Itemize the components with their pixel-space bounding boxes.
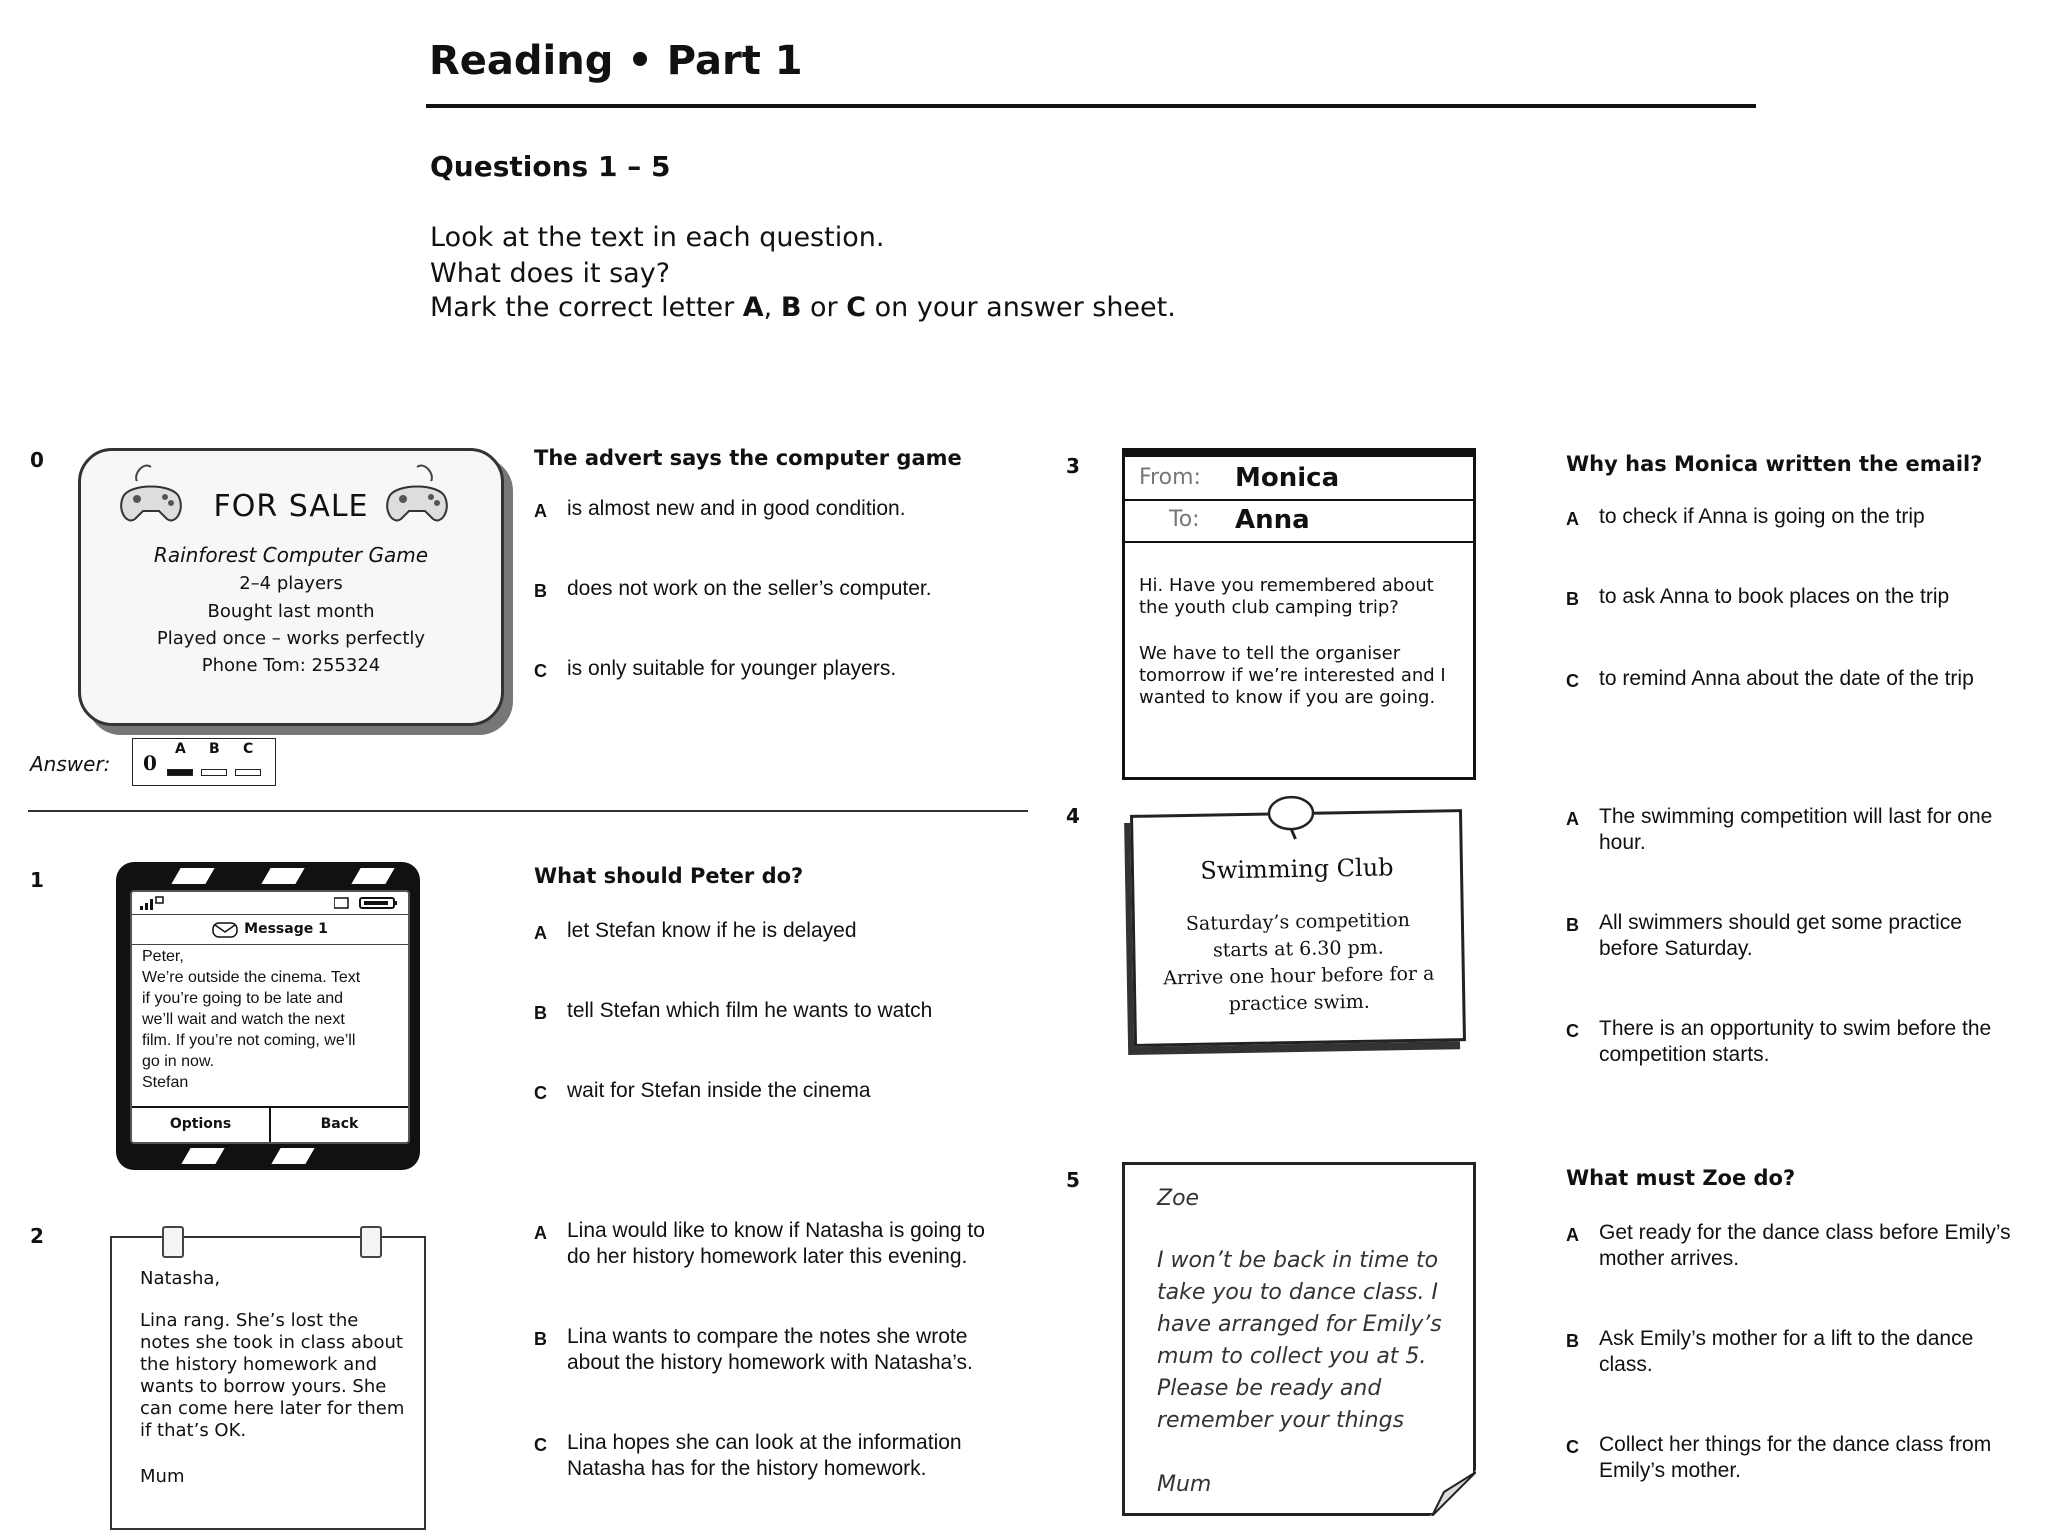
paper-clip-icon <box>360 1226 382 1258</box>
note-line: can come here later for them <box>140 1398 405 1419</box>
option-1-c[interactable]: C wait for Stefan inside the cinema <box>534 1079 871 1103</box>
note-signoff: Mum <box>140 1466 185 1487</box>
message-title: Message 1 <box>132 914 408 945</box>
note-line: the history homework and <box>140 1354 378 1375</box>
option-2-a[interactable]: A Lina would like to know if Natasha is going to do her history homework later this evening. <box>534 1219 985 1268</box>
email-message <box>1122 448 1476 780</box>
option-3-c[interactable]: C to remind Anna about the date of the trip <box>1566 667 1974 691</box>
note-to-zoe <box>1122 1162 1476 1516</box>
option-0-a[interactable]: A is almost new and in good condition. <box>534 497 906 521</box>
answer-box <box>132 738 276 786</box>
notice-body: Saturday’s competition starts at 6.30 pm. Arrive one hour before for a practice swim. <box>1163 909 1435 1016</box>
instruction-line-1: Look at the text in each question. <box>430 222 885 253</box>
note-line: have arranged for Emily’s <box>1157 1312 1442 1337</box>
note-line: notes she took in class about <box>140 1332 403 1353</box>
envelope-icon <box>212 920 238 938</box>
question-range: Questions 1 – 5 <box>430 150 671 183</box>
note-line: remember your things <box>1157 1408 1405 1433</box>
option-4-c[interactable]: C There is an opportunity to swim before the competition starts. <box>1566 1017 1992 1066</box>
status-bar <box>132 892 408 915</box>
question-stem-5: What must Zoe do? <box>1566 1166 1796 1190</box>
question-number-5: 5 <box>1066 1168 1080 1192</box>
answer-mark-c[interactable] <box>235 769 261 776</box>
message-body: Peter, We’re outside the cinema. Text if you’re going to be late and we’ll wait and watch the next film. If you’re not coming, we’ll go in now. Stefan <box>142 948 361 1091</box>
advert-title: FOR SALE <box>213 489 369 524</box>
notice-title: Swimming Club <box>1200 853 1394 885</box>
question-stem-0: The advert says the computer game <box>534 446 962 470</box>
instruction-line-3: Mark the correct letter A, B or C on your answer sheet. <box>430 292 1176 323</box>
swimming-club-notice <box>1130 809 1466 1047</box>
note-line: mum to collect you at 5. <box>1157 1344 1427 1369</box>
title-rule <box>426 104 1756 108</box>
email-to-row: To: Anna <box>1125 499 1473 543</box>
answer-letter-a: A <box>175 741 186 757</box>
option-2-c[interactable]: C Lina hopes she can look at the information Natasha has for the history homework. <box>534 1431 962 1480</box>
question-number-3: 3 <box>1066 454 1080 478</box>
option-2-b[interactable]: B Lina wants to compare the notes she wrote about the history homework with Natasha’s. <box>534 1325 973 1374</box>
option-3-a[interactable]: A to check if Anna is going on the trip <box>1566 505 1925 529</box>
instruction-line-2: What does it say? <box>430 258 671 289</box>
option-5-a[interactable]: A Get ready for the dance class before Emily’s mother arrives. <box>1566 1221 2011 1270</box>
option-4-b[interactable]: B All swimmers should get some practice before Saturday. <box>1566 911 1962 960</box>
answer-letter-b: B <box>209 741 220 757</box>
battery-icon <box>334 896 400 910</box>
signal-icon <box>140 896 166 910</box>
options-button[interactable]: Options <box>169 1116 232 1132</box>
option-3-b[interactable]: B to ask Anna to book places on the trip <box>1566 585 1950 609</box>
question-number-2: 2 <box>30 1224 44 1248</box>
advert-line: 2–4 players <box>239 573 343 594</box>
option-5-b[interactable]: B Ask Emily’s mother for a lift to the dance class. <box>1566 1327 1974 1376</box>
example-divider <box>28 810 1028 812</box>
paper-clip-icon <box>162 1226 184 1258</box>
option-5-c[interactable]: C Collect her things for the dance class from Emily’s mother. <box>1566 1433 1992 1482</box>
note-line: if that’s OK. <box>140 1420 247 1441</box>
note-line: wants to borrow yours. She <box>140 1376 387 1397</box>
answer-label: Answer: <box>30 752 111 776</box>
note-line: Lina rang. She’s lost the <box>140 1310 359 1331</box>
phone-message <box>116 862 420 1170</box>
option-0-c[interactable]: C is only suitable for younger players. <box>534 657 897 681</box>
for-sale-advert <box>78 448 504 726</box>
pin-icon <box>1261 793 1322 842</box>
advert-line: Phone Tom: 255324 <box>201 655 381 676</box>
question-stem-1: What should Peter do? <box>534 864 804 888</box>
answer-number: 0 <box>143 751 157 775</box>
email-from-row: From: Monica <box>1125 451 1473 501</box>
email-body: Hi. Have you remembered about the youth club camping trip? We have to tell the organiser tomorrow if we’re interested and I wanted to know if you are going. <box>1139 575 1446 708</box>
question-number-4: 4 <box>1066 804 1080 828</box>
advert-line: Bought last month <box>207 601 375 622</box>
note-signoff: Mum <box>1157 1472 1212 1497</box>
note-from-mum <box>110 1236 426 1530</box>
option-0-b[interactable]: B does not work on the seller’s computer. <box>534 577 932 601</box>
note-line: I won’t be back in time to <box>1157 1248 1439 1273</box>
answer-letter-c: C <box>243 741 254 757</box>
page-title: Reading • Part 1 <box>429 38 803 84</box>
question-number-1: 1 <box>30 868 44 892</box>
note-line: take you to dance class. I <box>1157 1280 1438 1305</box>
back-button[interactable]: Back <box>269 1108 408 1142</box>
question-stem-3: Why has Monica written the email? <box>1566 452 1983 476</box>
advert-line: Rainforest Computer Game <box>153 543 429 567</box>
note-greeting: Zoe <box>1157 1186 1200 1211</box>
note-line: Please be ready and <box>1157 1376 1382 1401</box>
note-greeting: Natasha, <box>140 1268 221 1289</box>
option-4-a[interactable]: A The swimming competition will last for one hour. <box>1566 805 1993 854</box>
question-number-0: 0 <box>30 448 44 472</box>
option-1-a[interactable]: A let Stefan know if he is delayed <box>534 919 857 943</box>
answer-mark-a[interactable] <box>167 769 193 776</box>
advert-line: Played once – works perfectly <box>156 628 426 649</box>
answer-mark-b[interactable] <box>201 769 227 776</box>
page-curl-icon <box>1430 1470 1476 1516</box>
option-1-b[interactable]: B tell Stefan which film he wants to watch <box>534 999 933 1023</box>
